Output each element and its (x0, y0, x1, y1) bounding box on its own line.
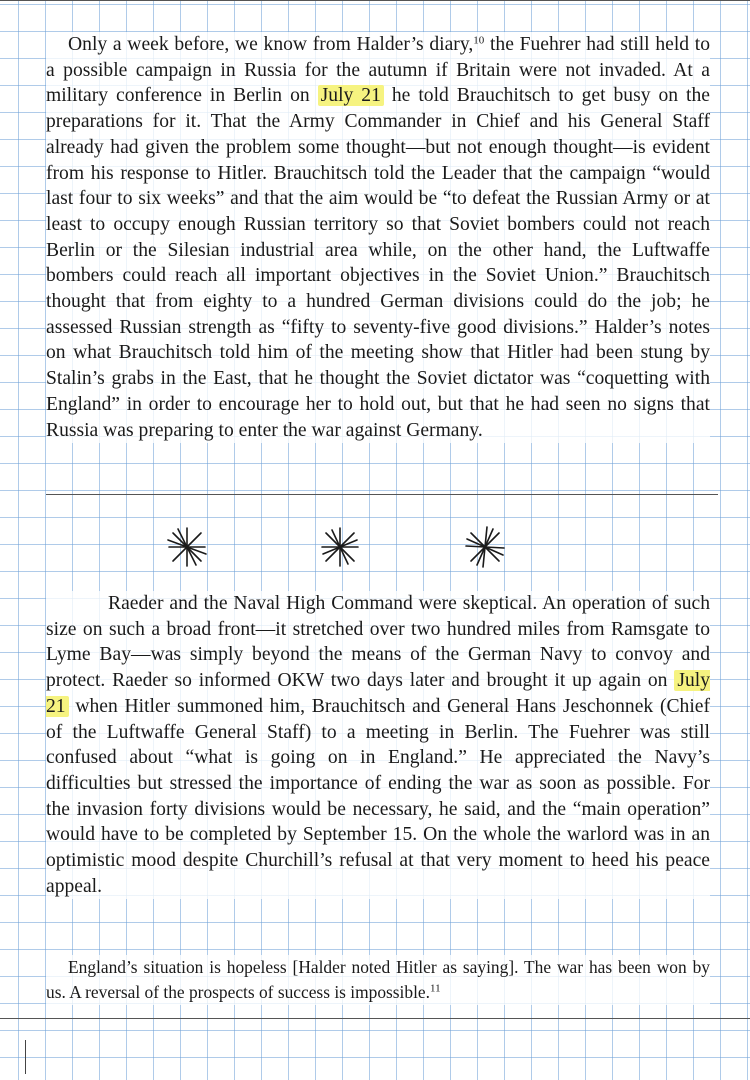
highlighted-date-1: July 21 (318, 85, 384, 106)
paragraph-1-part-1: Only a week before, we know from Halder’s diary, (68, 34, 474, 55)
paragraph-2-part-1: Raeder and the Naval High Command were skeptical. An operation of such size on such a broad front—it stretched over two hundred miles from Ramsgate to Lyme Bay—was simply beyond the means of the German Navy to convoy and protect. Raeder so informed OKW two days later and brought it up again on (46, 593, 710, 692)
paragraph-2-part-2: when Hitler summoned him, Brauchitsch and General Hans Jeschonnek (Chief of the Luftwaffe General Staff) to a meeting in Berlin. The Fuehrer was still confused about “what is going on in England.” He appreciated the Navy’s difficulties but stressed the importance of ending the war as soon as possible. For the invasion forty divisions would be necessary, he said, and the “main operation” would have to be completed by September 15. On the whole the warlord was in an optimistic mood despite Churchill’s refusal at that very moment to heed his peace appeal. (46, 695, 710, 897)
paragraph-1-text (46, 32, 710, 443)
section-divider-line (46, 494, 718, 495)
margin-mark (25, 1040, 26, 1074)
bottom-rule (0, 1018, 750, 1019)
block-quote-text (46, 955, 710, 1005)
paragraph-2-text (46, 591, 710, 899)
asterism-star-icon (317, 524, 363, 570)
block-quote-body: England’s situation is hopeless [Halder noted Hitler as saying]. The war has been won by us. A reversal of the prospects of success is impossible. (46, 957, 710, 1002)
asterism-star-icon (462, 524, 508, 570)
top-border (0, 0, 750, 1)
paragraph-1-part-2: the Fuehrer had still held to a possible campaign in Russia for the autumn if Britain were not invaded. At a military conference in Berlin on (46, 34, 710, 107)
block-quote (46, 955, 710, 1005)
footnote-ref-10: 10 (473, 34, 485, 47)
footnote-ref-11: 11 (429, 982, 441, 995)
paragraph-1 (46, 32, 710, 443)
highlighted-date-2: July 21 (46, 670, 710, 717)
paragraph-1-part-3: he told Brauchitsch to get busy on the preparations for it. That the Army Commander in Chief and his General Staff already had given the problem some thought—but not enough thought—is evident from his response to Hitler. Brauchitsch told the Leader that the campaign “would last four to six weeks” and that the aim would be “to defeat the Russian Army or at least to occupy enough Russian territory so that Soviet bombers could not reach Berlin or the Silesian industrial area while, on the other hand, the Luftwaffe bombers could reach all important objectives in the Soviet Union.” Brauchitsch thought that from eighty to a hundred German divisions could do the job; he assessed Russian strength as “fifty to seventy-five good divisions.” Halder’s notes on what Brauchitsch told him of the meeting show that Hitler had been stung by Stalin’s grabs in the East, that he thought the Soviet dictator was “coquetting with England” in order to encourage her to hold out, but that he had seen no signs that Russia was preparing to enter the war against Germany. (46, 85, 710, 441)
asterism-star-icon (164, 524, 210, 570)
paragraph-2 (46, 591, 710, 899)
